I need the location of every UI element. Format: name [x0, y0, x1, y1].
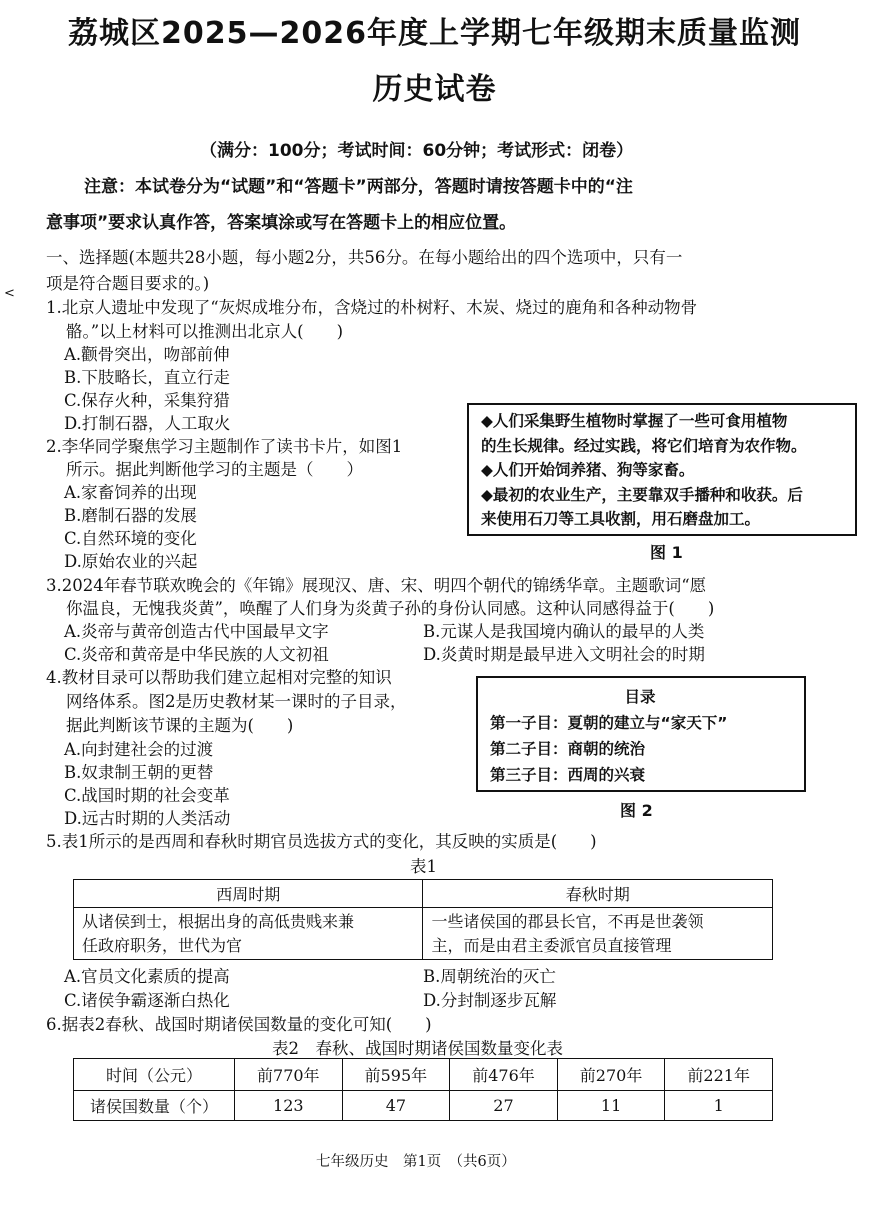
notice-line-2: 意事项”要求认真作答，答案填涂或写在答题卡上的相应位置。 — [46, 213, 517, 233]
figure-1-line-5: 来使用石刀等工具收割，用石磨盘加工。 — [481, 510, 761, 528]
table-2-caption: 表2 春秋、战国时期诸侯国数量变化表 — [272, 1039, 563, 1058]
figure-2-caption: 图 2 — [620, 801, 653, 820]
figure-1-line-2: 的生长规律。经过实践，将它们培育为农作物。 — [481, 436, 807, 455]
page-footer: 七年级历史 第1页 （共6页） — [316, 1154, 516, 1170]
table-1-caption: 表1 — [410, 857, 437, 876]
q4-stem-line-3: 据此判断该节课的主题为( ) — [66, 716, 294, 735]
q1-option-b: B.下肢略长，直立行走 — [64, 368, 230, 387]
table-2-count-476bc: 27 — [450, 1091, 558, 1121]
q3-option-b: B.元谋人是我国境内确认的最早的人类 — [423, 622, 705, 641]
q1-stem-line-1: 1.北京人遗址中发现了“灰烬成堆分布，含烧过的朴树籽、木炭、烧过的鹿角和各种动物骨 — [46, 298, 698, 317]
q5-option-c: C.诸侯争霸逐渐白热化 — [64, 991, 230, 1010]
figure-1-caption: 图 1 — [650, 543, 683, 562]
table-1 — [73, 879, 773, 960]
q5-option-d: D.分封制逐步瓦解 — [423, 991, 557, 1010]
q5-option-a: A.官员文化素质的提高 — [64, 967, 230, 986]
q3-stem-line-1: 3.2024年春节联欢晚会的《年锦》展现汉、唐、宋、明四个朝代的锦绣华章。主题歌词“愿 — [46, 576, 707, 595]
q1-option-a: A.颧骨突出，吻部前伸 — [64, 345, 230, 364]
table-1-cell-western-zhou — [74, 908, 423, 960]
table-1-header-spring-autumn: 春秋时期 — [423, 880, 773, 908]
table-2-header-time: 时间（公元） — [74, 1059, 235, 1091]
toc-title: 目录 — [624, 688, 656, 706]
q2-stem-line-2: 所示。据此判断他学习的主题是（ ） — [66, 460, 363, 479]
q3-option-d: D.炎黄时期是最早进入文明社会的时期 — [423, 645, 705, 664]
figure-1-reading-card — [467, 403, 857, 536]
figure-1-line-3: ◆人们开始饲养猪、狗等家畜。 — [481, 461, 695, 479]
q4-option-b: B.奴隶制王朝的更替 — [64, 763, 214, 782]
table-1-cell-2-line-2: 主，而是由君主委派官员直接管理 — [431, 935, 672, 955]
table-1-cell-2-line-1: 一些诸侯国的郡县长官，不再是世袭领 — [431, 911, 704, 931]
table-2-count-595bc: 47 — [342, 1091, 450, 1121]
q2-option-d: D.原始农业的兴起 — [64, 552, 198, 571]
table-2-year-476bc: 前476年 — [450, 1059, 558, 1091]
figure-1-line-1: ◆人们采集野生植物时掌握了一些可食用植物 — [481, 412, 788, 430]
table-2 — [73, 1058, 773, 1121]
figure-2-table-of-contents — [476, 676, 806, 792]
q4-stem-line-2: 网络体系。图2是历史教材某一课时的子目录， — [66, 692, 407, 711]
table-2-year-221bc: 前221年 — [665, 1059, 773, 1091]
q2-option-c: C.自然环境的变化 — [64, 529, 197, 548]
figure-1-line-4: ◆最初的农业生产，主要靠双手播种和收获。后 — [481, 485, 803, 504]
table-2-year-270bc: 前270年 — [557, 1059, 665, 1091]
q1-stem-line-2: 骼。”以上材料可以推测出北京人( ) — [66, 322, 344, 341]
margin-mark: < — [4, 286, 15, 301]
table-2-count-221bc: 1 — [665, 1091, 773, 1121]
q6-stem: 6.据表2春秋、战国时期诸侯国数量的变化可知( ) — [46, 1015, 432, 1034]
q3-option-c: C.炎帝和黄帝是中华民族的人文初祖 — [64, 645, 329, 664]
q4-option-a: A.向封建社会的过渡 — [64, 740, 214, 759]
q1-option-c: C.保存火种，采集狩猎 — [64, 391, 230, 410]
q2-stem-line-1: 2.李华同学聚焦学习主题制作了读书卡片，如图1 — [46, 437, 403, 456]
q2-option-a: A.家畜饲养的出现 — [64, 483, 197, 502]
table-1-cell-spring-autumn — [423, 908, 773, 960]
table-2-count-270bc: 11 — [557, 1091, 665, 1121]
q2-option-b: B.磨制石器的发展 — [64, 506, 197, 525]
toc-item-1: 第一子目：夏朝的建立与“家天下” — [490, 714, 728, 732]
q5-stem: 5.表1所示的是西周和春秋时期官员选拔方式的变化，其反映的实质是( ) — [46, 832, 597, 851]
exam-subject-title: 历史试卷 — [372, 72, 497, 107]
table-2-header-count: 诸侯国数量（个） — [74, 1091, 235, 1121]
q5-option-b: B.周朝统治的灭亡 — [423, 967, 556, 986]
toc-item-2: 第二子目：商朝的统治 — [490, 740, 646, 758]
section-heading-line-2: 项是符合题目要求的。) — [46, 274, 210, 293]
q1-option-d: D.打制石器，人工取火 — [64, 414, 231, 433]
table-2-year-595bc: 前595年 — [342, 1059, 450, 1091]
q4-option-c: C.战国时期的社会变革 — [64, 786, 230, 805]
table-2-count-770bc: 123 — [235, 1091, 343, 1121]
table-1-cell-1-line-2: 任政府职务，世代为官 — [82, 935, 243, 955]
section-heading-line-1: 一、选择题(本题共28小题，每小题2分，共56分。在每小题给出的四个选项中，只有一 — [46, 248, 683, 267]
q4-option-d: D.远古时期的人类活动 — [64, 809, 231, 828]
exam-info: （满分：100分；考试时间：60分钟；考试形式：闭卷） — [200, 141, 634, 161]
q3-stem-line-2: 你温良，无愧我炎黄”，唤醒了人们身为炎黄子孙的身份认同感。这种认同感得益于( ) — [66, 599, 715, 618]
q4-stem-line-1: 4.教材目录可以帮助我们建立起相对完整的知识 — [46, 668, 392, 687]
q3-option-a: A.炎帝与黄帝创造古代中国最早文字 — [64, 622, 329, 641]
table-1-cell-1-line-1: 从诸侯到士，根据出身的高低贵贱来兼 — [82, 911, 355, 931]
toc-item-3: 第三子目：西周的兴衰 — [490, 766, 646, 784]
table-1-header-western-zhou: 西周时期 — [74, 880, 423, 908]
notice-line-1: 注意：本试卷分为“试题”和“答题卡”两部分，答题时请按答题卡中的“注 — [84, 177, 633, 197]
table-2-year-770bc: 前770年 — [235, 1059, 343, 1091]
exam-title: 荔城区2025—2026年度上学期七年级期末质量监测 — [68, 16, 801, 51]
